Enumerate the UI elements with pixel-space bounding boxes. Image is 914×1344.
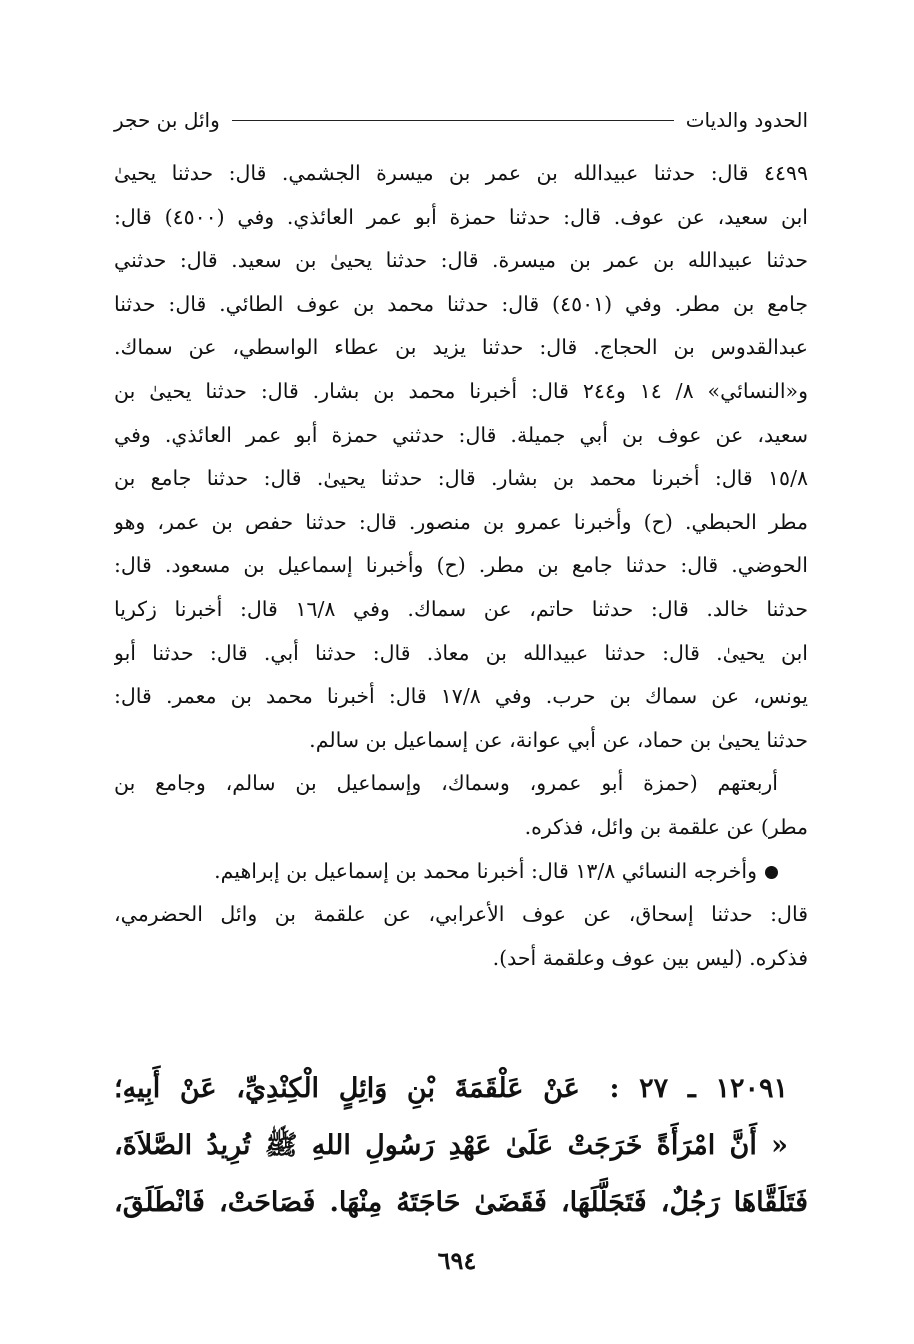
text-line: ابن سعيد، عن عوف. قال: حدثنا حمزة أبو عمر العائذي. وفي (٤٥٠٠) قال: (114, 204, 808, 229)
note-text: وأخرجه النسائي ١٣/٨ قال: أخبرنا محمد بن إسماعيل بن إبراهيم. (214, 858, 757, 883)
summary-line: أربعتهم (حمزة أبو عمرو، وسماك، وإسماعيل بن سالم، وجامع بن (114, 771, 778, 796)
text-line: ١٥/٨ قال: أخبرنا محمد بن بشار. قال: حدثنا يحيىٰ. قال: حدثنا جامع بن (114, 466, 808, 491)
running-header (114, 100, 808, 140)
hadith-heading (114, 1060, 808, 1117)
text-line: حدثنا عبيدالله بن عمر بن ميسرة. قال: حدثنا يحيىٰ بن سعيد. قال: حدثني (114, 248, 808, 273)
text-line: ٤٤٩٩ قال: حدثنا عبيدالله بن عمر بن ميسرة الجشمي. قال: حدثنا يحيىٰ (114, 161, 808, 185)
text-line: جامع بن مطر. وفي (٤٥٠١) قال: حدثنا محمد بن عوف الطائي. قال: حدثنا (114, 291, 808, 316)
hadith-line: « أَنَّ امْرَأَةً خَرَجَتْ عَلَىٰ عَهْدِ رَسُولِ اللهِ ﷺ تُرِيدُ الصَّلاَةَ، (114, 1130, 788, 1161)
note-line-first (114, 850, 808, 894)
chapter-title: الحدود والديات (685, 108, 808, 132)
hadith-line: فَتَلَقَّاهَا رَجُلٌ، فَتَجَلَّلَهَا، فَقَضَىٰ حَاجَتَهُ مِنْهَا. فَصَاحَتْ، فَانْطَلَقَ، (114, 1187, 808, 1218)
text-line: حدثنا يحيىٰ بن حماد، عن أبي عوانة، عن إسماعيل بن سالم. (309, 727, 808, 752)
text-line: الحوضي. قال: حدثنا جامع بن مطر. (ح) وأخبرنا إسماعيل بن مسعود. قال: (114, 553, 808, 578)
note-line: قال: حدثنا إسحاق، عن عوف الأعرابي، عن علقمة بن وائل الحضرمي، (114, 902, 808, 927)
hadith-number: ١٢٠٩١ ـ ٢٧ : (609, 1073, 788, 1104)
commentary-text (114, 152, 808, 980)
header-rule (232, 120, 674, 121)
summary-line: مطر) عن علقمة بن وائل، فذكره. (524, 814, 808, 839)
page-number: ٦٩٤ (437, 1246, 477, 1275)
note-line: فذكره. (ليس بين عوف وعلقمة أحد). (492, 945, 808, 970)
narrator-title: وائل بن حجر (114, 108, 220, 132)
text-line: ابن يحيىٰ. قال: حدثنا عبيدالله بن معاذ. قال: حدثنا أبي. قال: حدثنا أبو (114, 640, 808, 665)
text-line: عبدالقدوس بن الحجاج. قال: حدثنا يزيد بن عطاء الواسطي، عن سماك. (114, 335, 808, 360)
text-line: يونس، عن سماك بن حرب. وفي ١٧/٨ قال: أخبرنا محمد بن معمر. قال: (114, 684, 808, 709)
text-line: سعيد، عن عوف بن أبي جميلة. قال: حدثني حمزة أبو عمر العائذي. وفي (114, 422, 808, 447)
text-line: حدثنا خالد. قال: حدثنا حاتم، عن سماك. وفي ١٦/٨ قال: أخبرنا زكريا (114, 596, 808, 621)
hadith-chain: عَنْ عَلْقَمَةَ بْنِ وَائِلٍ الْكِنْدِيِّ، عَنْ أَبِيهِ؛ (114, 1073, 580, 1104)
text-line: و«النسائي» ٨/ ١٤ و٢٤٤ قال: أخبرنا محمد بن بشار. قال: حدثنا يحيىٰ بن (114, 378, 808, 403)
text-line: مطر الحبطي. (ح) وأخبرنا عمرو بن منصور. قال: حدثنا حفص بن عمر، وهو (114, 509, 808, 534)
hadith-text (114, 1060, 808, 1231)
bullet-icon (765, 866, 778, 879)
